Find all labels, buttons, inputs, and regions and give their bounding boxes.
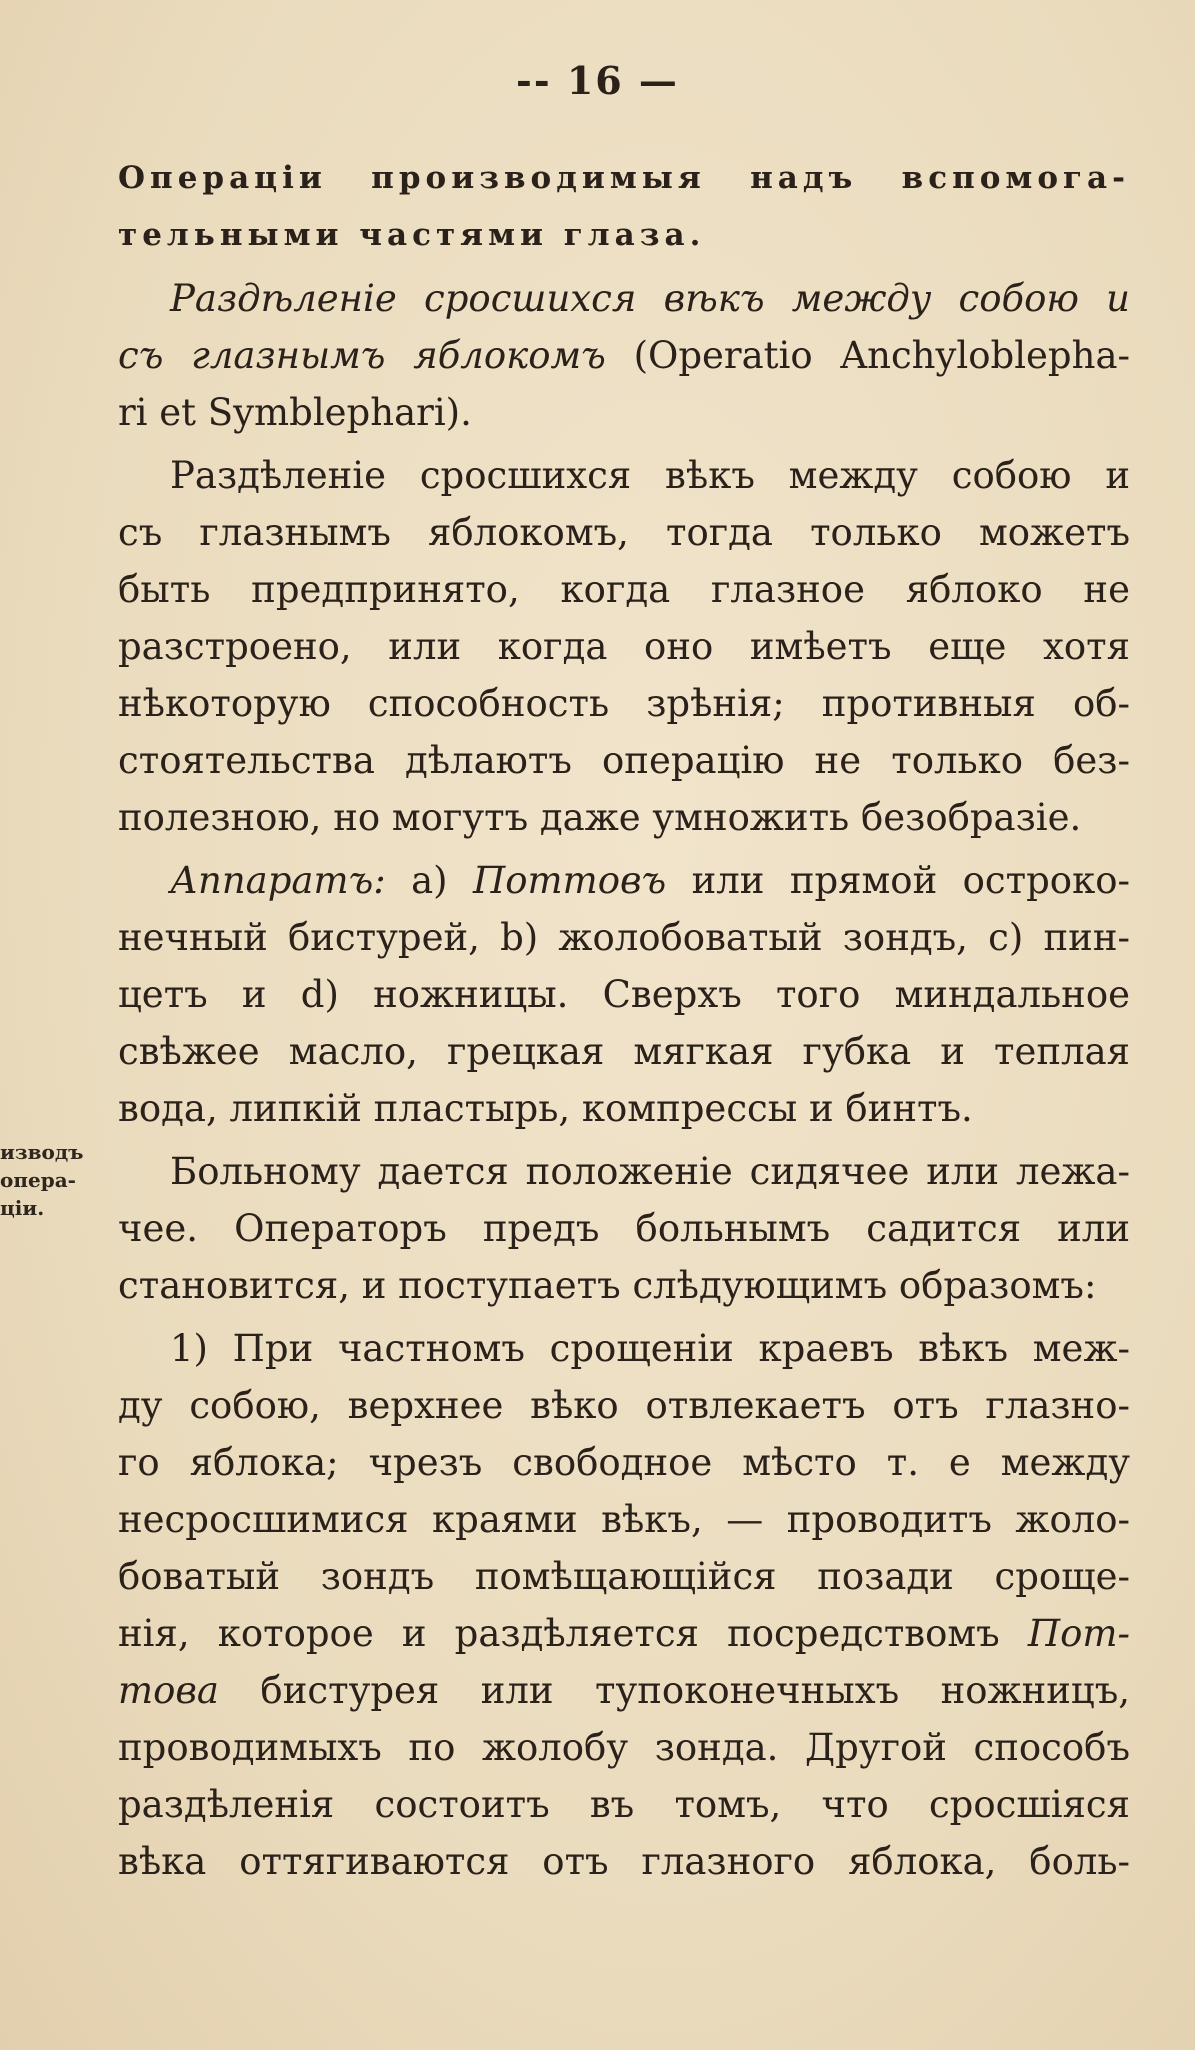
paragraph-line: боватый зондъ помѣщающійся позади сроще- xyxy=(118,1555,1130,1598)
paragraph-line: чее. Операторъ предъ больнымъ садится или xyxy=(118,1207,1130,1250)
margin-note-line: ціи. xyxy=(0,1196,45,1220)
apparatus-name: Поттовъ xyxy=(473,859,667,902)
subheading-line: Раздѣленіе сросшихся вѣкъ между собою и xyxy=(170,277,1130,320)
paragraph-line: полезною, но могутъ даже умножить безобразіе. xyxy=(118,796,1082,839)
paragraph-line: нѣкоторую способность зрѣнія; противныя об- xyxy=(118,682,1130,725)
paragraph-line: вѣка оттягиваются отъ глазного яблока, боль- xyxy=(118,1840,1130,1883)
paragraph-line: 1) При частномъ срощеніи краевъ вѣкъ меж- xyxy=(170,1327,1130,1370)
paragraph-italic-name: Пот- xyxy=(1027,1612,1130,1655)
apparatus-line: нечный бистурей, b) жолобоватый зондъ, c) пин- xyxy=(118,916,1130,959)
paragraph-italic-name: това xyxy=(118,1669,219,1712)
paragraph-line: го яблока; чрезъ свободное мѣсто т. е между xyxy=(118,1441,1130,1484)
margin-note-line: изводъ xyxy=(0,1140,84,1164)
paragraph-line: съ глазнымъ яблокомъ, тогда только можетъ xyxy=(118,511,1130,554)
apparatus-line: свѣжее масло, грецкая мягкая губка и теплая xyxy=(118,1030,1130,1073)
paragraph-line: быть предпринято, когда глазное яблоко не xyxy=(118,568,1130,611)
paragraph-line xyxy=(118,1662,1130,1719)
apparatus-line: цетъ и d) ножницы. Сверхъ того миндальное xyxy=(118,973,1130,1016)
page-number: -- 16 — xyxy=(516,58,679,103)
apparatus-rest: или прямой остроко- xyxy=(666,859,1130,902)
paragraph-line: несросшимися краями вѣкъ, — проводитъ жоло- xyxy=(118,1498,1130,1541)
body-text xyxy=(118,150,1130,1890)
margin-note-line: опера- xyxy=(0,1168,76,1192)
subheading-line: ri et Symblephari). xyxy=(118,391,472,434)
margin-note xyxy=(0,1138,95,1222)
paragraph-line: проводимыхъ по жолобу зонда. Другой способъ xyxy=(118,1726,1130,1769)
paragraph-line: раздѣленія состоитъ въ томъ, что сросшіяся xyxy=(118,1783,1130,1826)
paragraph-text: нія, которое и раздѣляется посредствомъ xyxy=(118,1612,1028,1655)
paragraph-line: ду собою, верхнее вѣко отвлекаетъ отъ глазно- xyxy=(118,1384,1130,1427)
subheading-line xyxy=(118,327,1130,384)
paragraph-line: Раздѣленіе сросшихся вѣкъ между собою и xyxy=(170,454,1130,497)
apparatus-item-a: а) xyxy=(385,859,474,902)
apparatus-line: вода, липкій пластырь, компрессы и бинтъ. xyxy=(118,1087,973,1130)
paragraph-line: стоятельства дѣлаютъ операцію не только без- xyxy=(118,739,1130,782)
section-heading-line: Операціи производимыя надъ вспомога- xyxy=(118,160,1130,196)
subheading-italic: съ глазнымъ яблокомъ xyxy=(118,334,606,377)
apparatus-label: Аппаратъ: xyxy=(170,859,386,902)
paragraph-line: Больному дается положеніе сидячее или лежа- xyxy=(170,1150,1130,1193)
section-heading-line: тельными частями глаза. xyxy=(118,217,706,253)
paragraph-line xyxy=(118,1605,1130,1662)
paragraph-line: становится, и поступаетъ слѣдующимъ образомъ: xyxy=(118,1264,1097,1307)
paragraph-text: бистурея или тупоконечныхъ ножницъ, xyxy=(218,1669,1130,1712)
paragraph-line: разстроено, или когда оно имѣетъ еще хотя xyxy=(118,625,1130,668)
subheading-latin: (Operatio Anchyloblepha- xyxy=(605,334,1131,377)
apparatus-line xyxy=(118,852,1130,909)
